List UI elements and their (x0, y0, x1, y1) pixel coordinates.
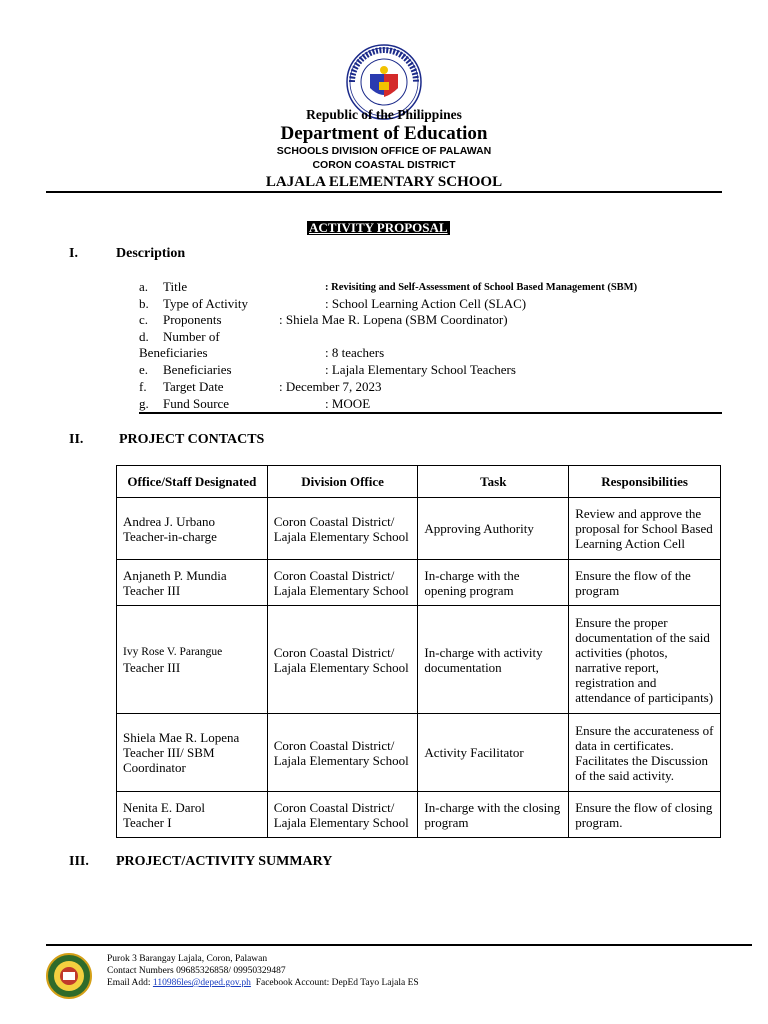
item-e-value: : Lajala Elementary School Teachers (325, 362, 516, 377)
item-d-label-cont: Beneficiaries (139, 345, 208, 360)
item-g-label: Fund Source (163, 396, 230, 411)
office-cell: Coron Coastal District/ Lajala Elementary School (267, 606, 418, 714)
header-divider (46, 191, 722, 193)
responsibility-cell: Ensure the accurateness of data in certificates. Facilitates the Discussion of the said activity. (569, 714, 721, 792)
item-e-label: Beneficiaries (163, 362, 232, 377)
item-b-label: Type of Activity (163, 296, 249, 311)
table-row (117, 560, 721, 606)
staff-cell (117, 714, 268, 792)
project-contacts-table (116, 465, 721, 838)
section-1-number: I. (69, 246, 78, 261)
footer-contact: Contact Numbers 09685326858/ 09950329487 (107, 966, 286, 976)
item-f-value: : December 7, 2023 (279, 379, 382, 394)
table-row (117, 792, 721, 838)
table-header-row (117, 466, 721, 498)
footer-email-line (107, 977, 419, 989)
staff-name: Ivy Rose V. Parangue (123, 645, 223, 658)
staff-cell (117, 560, 268, 606)
district-line: CORON COASTAL DISTRICT (312, 159, 456, 171)
office-cell: Coron Coastal District/ Lajala Elementary School (267, 560, 418, 606)
activity-proposal-banner: ACTIVITY PROPOSAL (309, 220, 448, 235)
staff-cell (117, 498, 268, 560)
item-e-letter: e. (139, 362, 149, 377)
staff-name: Nenita E. Darol (123, 799, 205, 815)
staff-position: Teacher III (123, 659, 181, 675)
item-a-label: Title (163, 279, 188, 294)
staff-name: Shiela Mae R. Lopena (123, 730, 240, 745)
task-cell: Activity Facilitator (418, 714, 569, 792)
staff-position: Teacher III/ SBM Coordinator (123, 745, 215, 775)
office-cell: Coron Coastal District/ Lajala Elementary School (267, 714, 418, 792)
staff-position: Teacher I (123, 814, 172, 830)
staff-name: Anjaneth P. Mundia (123, 567, 227, 583)
section-1-underline (139, 412, 722, 414)
item-a-value: : Revisiting and Self-Assessment of School Based Management (SBM) (325, 282, 638, 293)
item-c-letter: c. (139, 312, 149, 327)
school-name: LAJALA ELEMENTARY SCHOOL (265, 174, 503, 190)
staff-cell (117, 792, 268, 838)
footer-email-link[interactable]: 110986les@deped.gov.ph (152, 978, 251, 988)
office-cell: Coron Coastal District/ Lajala Elementary School (267, 792, 418, 838)
section-3-title: PROJECT/ACTIVITY SUMMARY (116, 854, 333, 869)
section-1-title: Description (116, 246, 186, 261)
republic-line: Republic of the Philippines (306, 107, 462, 122)
item-g-value: : MOOE (325, 396, 371, 411)
header-office-staff: Office/Staff Designated (117, 466, 268, 498)
section-2-title: PROJECT CONTACTS (119, 432, 265, 447)
item-d-letter: d. (139, 329, 149, 344)
task-cell: In-charge with the closing program (418, 792, 569, 838)
footer-facebook: Facebook Account: DepEd Tayo Lajala ES (250, 978, 419, 988)
item-d-label: Number of (163, 329, 220, 344)
section-3-number: III. (69, 854, 89, 869)
responsibility-cell: Ensure the flow of the program (569, 560, 721, 606)
responsibility-cell: Ensure the proper documentation of the said activities (photos, narrative report, registration and attendance of participants) (569, 606, 721, 714)
header-division-office: Division Office (267, 466, 418, 498)
table-row (117, 498, 721, 560)
item-d-value: : 8 teachers (325, 345, 385, 360)
staff-position: Teacher-in-charge (123, 528, 217, 544)
staff-cell (117, 606, 268, 714)
item-b-letter: b. (139, 296, 149, 311)
staff-position: Teacher III (123, 582, 181, 598)
header-responsibilities: Responsibilities (569, 466, 721, 498)
office-cell: Coron Coastal District/ Lajala Elementary School (267, 498, 418, 560)
footer-email-label: Email Add: (107, 978, 153, 988)
footer-divider (46, 944, 752, 946)
responsibility-cell: Ensure the flow of closing program. (569, 792, 721, 838)
school-logo (46, 953, 92, 999)
table-row (117, 714, 721, 792)
item-c-label: Proponents (163, 312, 222, 327)
item-f-letter: f. (139, 379, 147, 394)
footer-info (107, 953, 419, 989)
task-cell: Approving Authority (418, 498, 569, 560)
division-line: SCHOOLS DIVISION OFFICE OF PALAWAN (276, 145, 492, 157)
item-a-letter: a. (139, 279, 149, 294)
footer-address: Purok 3 Barangay Lajala, Coron, Palawan (107, 954, 268, 964)
table-row (117, 606, 721, 714)
item-b-value: : School Learning Action Cell (SLAC) (325, 296, 527, 311)
responsibility-cell: Review and approve the proposal for School Based Learning Action Cell (569, 498, 721, 560)
section-2-number: II. (69, 432, 84, 447)
task-cell: In-charge with the opening program (418, 560, 569, 606)
item-g-letter: g. (139, 396, 149, 411)
task-cell: In-charge with activity documentation (418, 606, 569, 714)
item-c-value: : Shiela Mae R. Lopena (SBM Coordinator) (279, 312, 508, 327)
staff-name: Andrea J. Urbano (123, 513, 216, 529)
department-title: Department of Education (280, 123, 488, 144)
item-f-label: Target Date (163, 379, 224, 394)
header-task: Task (418, 466, 569, 498)
